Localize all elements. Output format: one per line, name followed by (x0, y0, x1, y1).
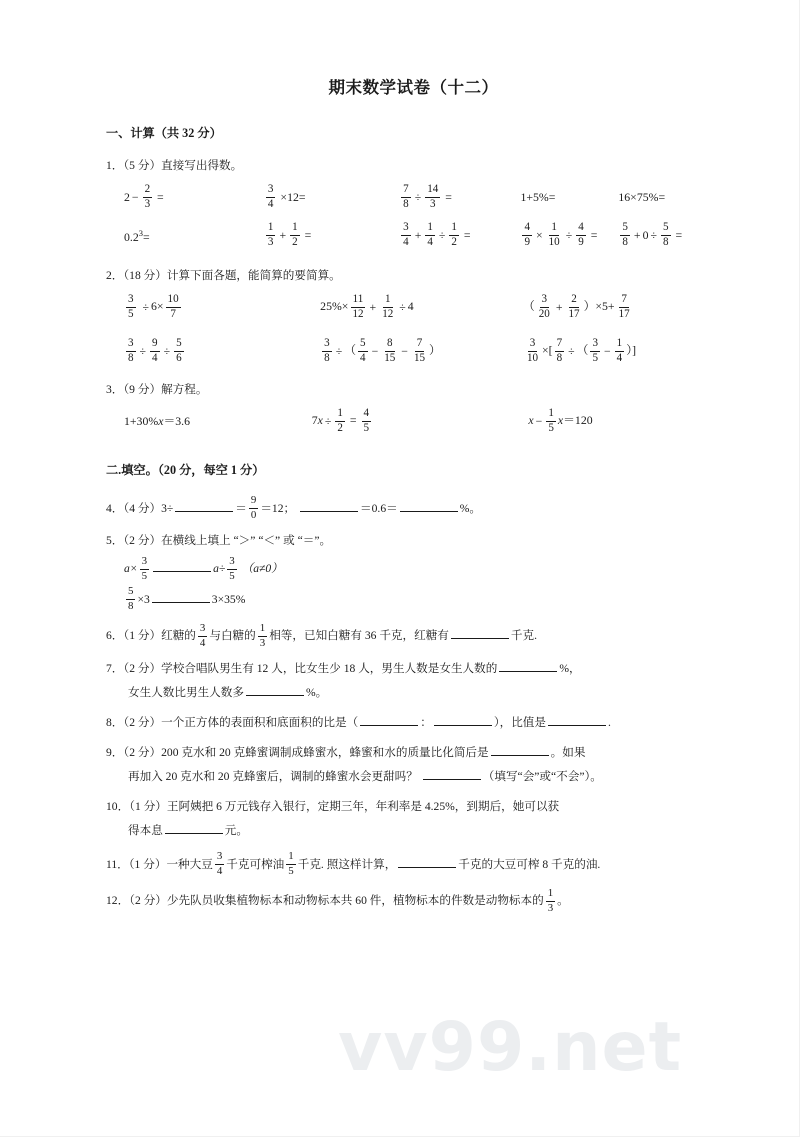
answer-blank[interactable] (423, 768, 481, 780)
question-2-row-2 (106, 335, 721, 369)
expr-2-2: 25%× $\frac{11}{12}$ + $\frac{1}{12}$ ÷ 4 (320, 292, 414, 320)
question-1-prompt: 1．（5 分）直接写出得数。 (106, 159, 243, 172)
q5-condition: （a≠0） (241, 562, 283, 576)
question-5-prompt: 5．（2 分）在横线上填上 “＞” “＜” 或 “＝”。 (106, 534, 332, 548)
question-9-text-c: 再加入 20 克水和 20 克蜂蜜后，调制的蜂蜜水会更甜吗？ (128, 769, 418, 783)
question-9-line-1 (106, 744, 721, 762)
answer-blank[interactable] (153, 560, 211, 572)
answer-blank[interactable] (152, 591, 210, 603)
question-10-text-a: 王阿姨把 6 万元钱存入银行，定期三年，年利率是 4.25%，到期后，她可以获 (166, 799, 560, 813)
expr-1-4: 1+5%= (520, 190, 556, 205)
question-9-text-b: 。如果 (550, 745, 586, 759)
question-11-score: （1 分） (128, 857, 167, 871)
expr-1-9: $\frac{4}{9}$ × $\frac{1}{10}$ ÷ $\frac{4}{9}$ = (524, 220, 598, 248)
question-9-number: 9． (106, 745, 124, 759)
question-7-text-b: %， (559, 662, 581, 676)
question-12-text-1: 少先队员收集植物标本和动物标本共 60 件，植物标本的件数是动物标本的 (166, 894, 544, 908)
question-7-line-1 (106, 660, 721, 678)
question-11: 11．（1 分）一种大豆 $\frac{3}{4}$ 千克可榨油 $\frac{1}{5}$ 千克. 照这样计算， 千克的大豆可榨 8 千克的油. (106, 850, 601, 878)
question-10-line-1 (106, 798, 721, 816)
question-3-row (106, 405, 721, 439)
expr-1-1: 2 − $\frac{2}{3}$ = (124, 182, 164, 210)
question-8-text-b: ： (420, 715, 432, 729)
section-heading-1: 一、计算（共 32 分） (106, 126, 222, 140)
question-4-text-b: ＝ (235, 501, 247, 515)
question-6-text-1: 红糖的 (161, 629, 196, 643)
question-6: 6．（1 分）红糖的 $\frac{3}{4}$ 与白糖的 $\frac{1}{3}$ 相等，已知白糖有 36 千克，红糖有 千克. (106, 621, 537, 649)
answer-blank[interactable] (400, 500, 458, 512)
answer-blank[interactable] (360, 714, 418, 726)
question-6-score: （1 分） (123, 629, 162, 643)
expr-2-6: $\frac{3}{10}$ ×[ $\frac{7}{8}$ ÷ （ $\frac{3}{5}$ − $\frac{1}{4}$ ）] (526, 336, 637, 364)
expr-1-6: $0.2^3=$ (124, 227, 150, 244)
question-7-text-a: 学校合唱队男生有 12 人，比女生少 18 人，男生人数是女生人数的 (161, 662, 498, 676)
question-4-text-d: ＝0.6＝ (360, 501, 398, 515)
answer-blank[interactable] (246, 684, 304, 696)
q5-right: 3×35% (211, 592, 246, 606)
question-9-line-2 (106, 768, 721, 786)
question-6-number: 6． (106, 629, 124, 643)
question-8-text-d: . (607, 715, 611, 729)
expr-1-3: $\frac{7}{8}$ ÷ $\frac{14}{3}$ = (403, 182, 452, 210)
question-9-text-a: 200 克水和 20 克蜂蜜调制成蜂蜜水，蜂蜜和水的质量比化简后是 (161, 745, 489, 759)
question-8-text-c: ），比值是 (493, 715, 546, 729)
answer-blank[interactable] (451, 627, 509, 639)
question-5-line-2: $\frac{5}{8}$ ×3 3×35% (128, 585, 246, 613)
expr-1-5: 16×75%= (618, 190, 666, 205)
equation-3-2: 7x ÷ $\frac{1}{2}$ = $\frac{4}{5}$ (311, 406, 370, 434)
question-7-score: （2 分） (123, 662, 162, 676)
question-11-text-1: 一种大豆 (166, 857, 213, 871)
answer-blank[interactable] (165, 822, 223, 834)
question-1-row-2 (106, 219, 721, 253)
question-2-prompt: 2．（18 分）计算下面各题，能简算的要简算。 (106, 268, 341, 282)
question-8-score: （2 分） (123, 715, 162, 729)
equation-3-1: 1+30%x＝3.6 (124, 414, 190, 428)
expr-2-5: $\frac{3}{8}$ ÷ （ $\frac{5}{4}$ − $\frac{8}{15}$ − $\frac{7}{15}$ ） (324, 336, 441, 364)
q5-left-var: a× (124, 562, 138, 576)
question-3-prompt: 3．（9 分）解方程。 (106, 382, 208, 396)
question-7-text-d: %。 (305, 686, 328, 699)
equation-3-3: x − $\frac{1}{5}$ x＝120 (528, 406, 593, 434)
question-10-text-b: 得本息 (128, 823, 163, 837)
question-12-text-2: 。 (557, 894, 569, 908)
expr-1-2: $\frac{3}{4}$ ×12= (267, 182, 306, 210)
answer-blank[interactable] (499, 660, 557, 672)
answer-blank[interactable] (434, 714, 492, 726)
question-10-text-c: 元。 (224, 823, 248, 837)
question-11-text-3: 千克. 照这样计算， (297, 857, 397, 871)
question-4-frac-num: 9 (249, 495, 258, 509)
question-4-number: 4． (106, 501, 124, 515)
question-10-number: 10． (106, 799, 130, 813)
q5-left-tail: ×3 (137, 592, 150, 606)
question-4-frac-den: 0 (250, 509, 257, 522)
question-10-line-2 (106, 822, 721, 840)
question-12-number: 12． (106, 894, 130, 908)
question-8-text-a: 一个正方体的表面积和底面积的比是（ (161, 715, 359, 729)
question-8-number: 8． (106, 715, 124, 729)
answer-blank[interactable] (300, 500, 358, 512)
page-title: 期末数学试卷（十二） (328, 78, 499, 97)
section-heading-2: 二.填空。（20 分，每空 1 分） (106, 462, 265, 477)
watermark: vv99.net (338, 1008, 683, 1087)
expr-1-7: $\frac{1}{3}$ + $\frac{1}{2}$ = (267, 220, 312, 248)
question-9-text-d: （填写“会”或“不会”）。 (482, 769, 602, 783)
question-9-score: （2 分） (123, 745, 162, 759)
question-7-number: 7． (106, 662, 124, 676)
question-8 (106, 714, 721, 732)
question-7-line-2 (106, 684, 721, 702)
question-11-text-2: 千克可榨油 (226, 857, 285, 871)
expr-2-4: $\frac{3}{8}$ ÷ $\frac{9}{4}$ ÷ $\frac{5}{6}$ (128, 336, 182, 364)
question-12: 12．（2 分）少先队员收集植物标本和动物标本共 60 件，植物标本的件数是动物标本的 $\frac{1}{3}$ 。 (106, 886, 569, 914)
question-4-text-c: ＝12； (260, 501, 296, 515)
question-2-row-1 (106, 291, 721, 325)
question-5-line-1: a× $\frac{3}{5}$ a÷ $\frac{3}{5}$ （a≠0） (124, 554, 283, 582)
expr-2-3: （ $\frac{3}{20}$ + $\frac{2}{17}$ ）×5+ $\frac{7}{17}$ (522, 292, 630, 320)
q5-right-var: a÷ (213, 562, 226, 576)
question-4-text-a: 3÷ (161, 501, 174, 515)
question-6-text-3: 相等，已知白糖有 36 千克，红糖有 (269, 629, 449, 643)
question-4-text-e: %。 (459, 501, 481, 515)
answer-blank[interactable] (548, 714, 606, 726)
question-11-text-4: 千克的大豆可榨 8 千克的油. (458, 857, 601, 871)
question-4-score: （4 分） (123, 501, 162, 515)
question-6-text-4: 千克. (510, 629, 537, 643)
answer-blank[interactable] (398, 856, 456, 868)
question-4 (106, 496, 721, 523)
answer-blank[interactable] (175, 500, 233, 512)
expr-2-1: $\frac{3}{5}$ ÷ 6× $\frac{10}{7}$ (128, 292, 179, 320)
expr-1-10: $\frac{5}{8}$ + 0 ÷ $\frac{5}{8}$ = (622, 220, 683, 248)
question-12-score: （2 分） (129, 894, 167, 908)
question-1-row-1 (106, 181, 721, 215)
question-7-text-c: 女生人数比男生人数多 (128, 686, 244, 699)
question-6-text-2: 与白糖的 (209, 629, 256, 643)
answer-blank[interactable] (491, 744, 549, 756)
question-11-number: 11． (106, 857, 129, 871)
expr-1-8: $\frac{3}{4}$ + $\frac{1}{4}$ ÷ $\frac{1}{2}$ = (403, 220, 471, 248)
question-10-score: （1 分） (129, 799, 167, 813)
